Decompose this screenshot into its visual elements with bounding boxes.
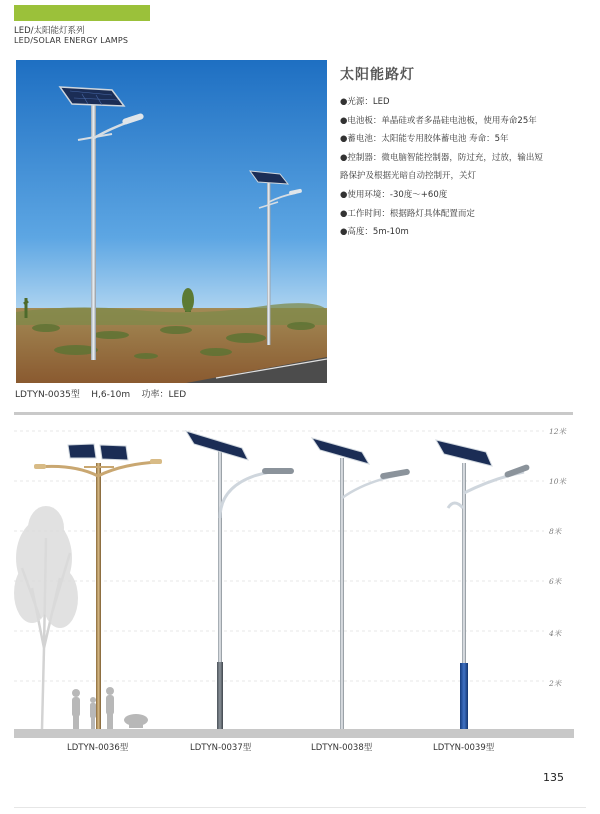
height-label-2m: 2米 [549,679,562,688]
section-divider [14,412,573,415]
height-label-6m: 6米 [549,577,562,586]
photo-caption: LDTYN-0035型 H,6-10m 功率：LED [15,390,187,400]
height-label-4m: 4米 [549,629,562,638]
spec-item: ●光源：LED [340,97,390,107]
model-label-0039: LDTYN-0039型 [433,743,495,753]
product-photo [16,60,327,383]
page-number: 135 [543,771,564,784]
model-label-0038: LDTYN-0038型 [311,743,373,753]
spec-item: 路保护及根据光暗自动控制开，关灯 [340,171,477,182]
section-color-bar [14,5,150,21]
spec-item: ●使用环境：-30度～+60度 [340,189,448,200]
model-label-0037: LDTYN-0037型 [190,743,252,753]
spec-item: ●电池板：单晶硅或者多晶硅电池板，使用寿命25年 [340,115,537,126]
spec-item: ●控制器：微电脑智能控制器，防过充，过放，输出短 [340,152,543,163]
height-label-12m: 12米 [549,427,567,436]
model-label-0036: LDTYN-0036型 [67,743,129,753]
series-title-cn: LED/太阳能灯系列 [14,26,85,36]
spec-item: ●高度：5m-10m [340,227,409,238]
pole-height-illustration [14,418,574,738]
spec-list [340,93,585,242]
spec-title: 太阳能路灯 [340,67,415,83]
series-title-en: LED/SOLAR ENERGY LAMPS [14,36,129,45]
spec-item: ●工作时间：根据路灯具体配置而定 [340,208,475,219]
height-label-10m: 10米 [549,477,567,486]
footer-rule [14,807,586,808]
height-label-8m: 8米 [549,527,562,536]
spec-item: ●蓄电池：太阳能专用胶体蓄电池 寿命：5年 [340,134,509,145]
